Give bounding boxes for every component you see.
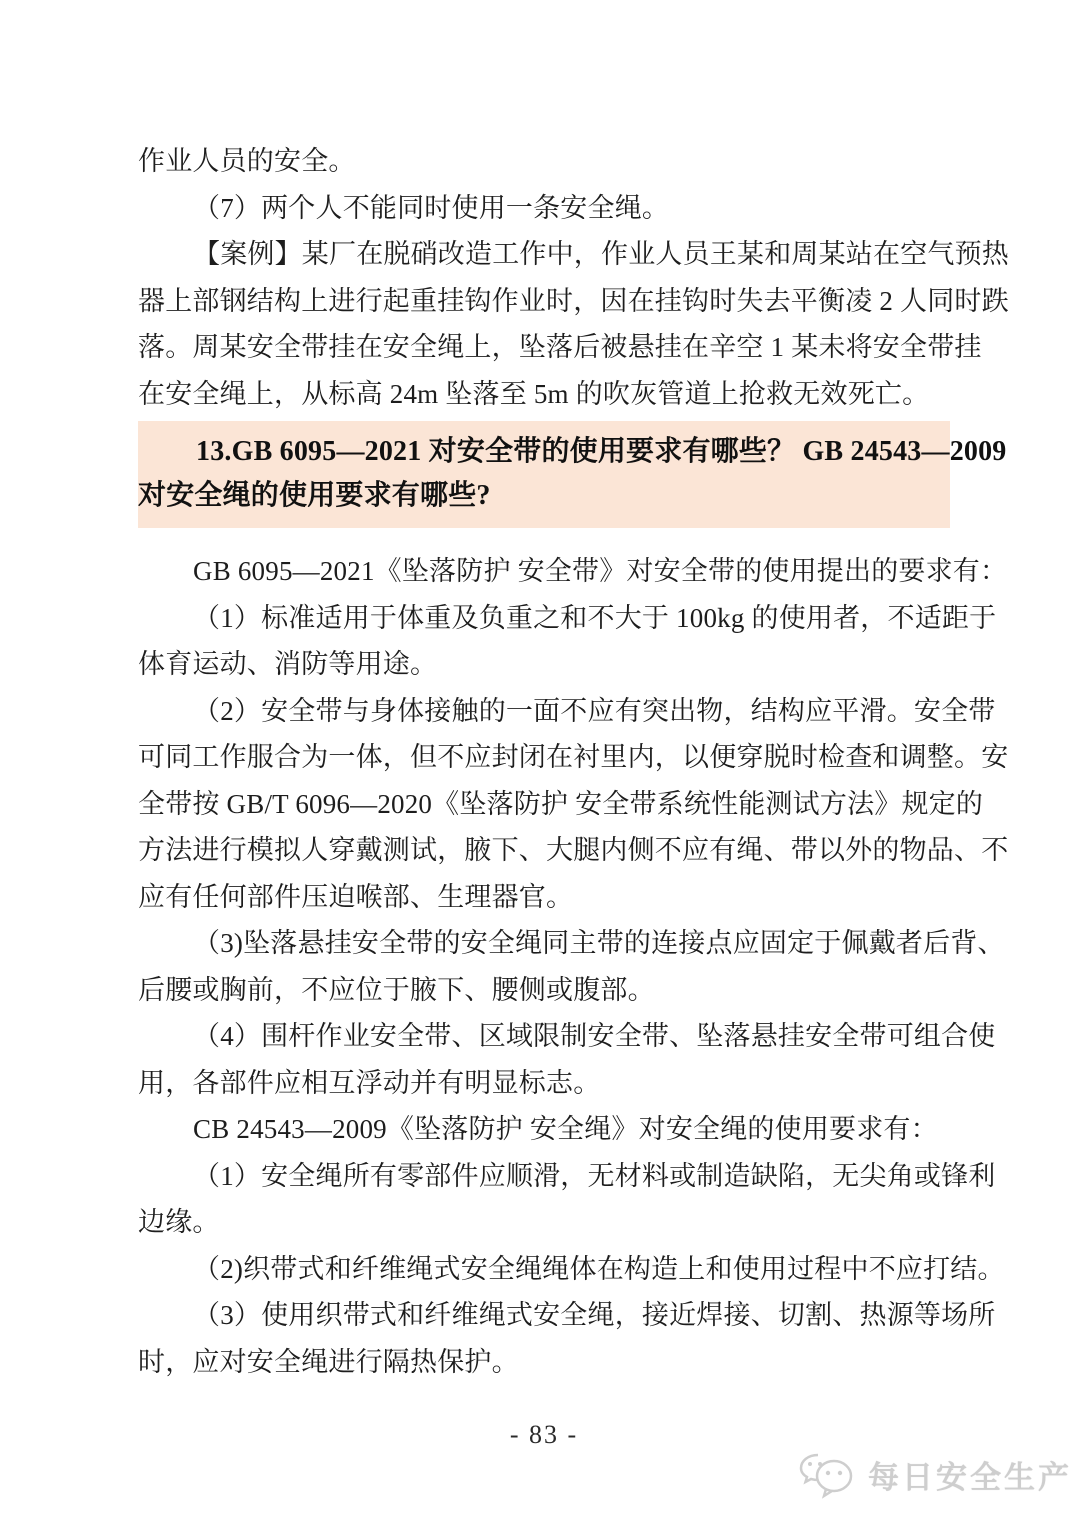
text-line: 可同工作服合为一体，但不应封闭在衬里内，以便穿脱时检查和调整。安: [138, 742, 1009, 772]
text-line: 作业人员的安全。: [138, 146, 356, 176]
section-heading-line: 对安全绳的使用要求有哪些?: [138, 480, 491, 511]
text-line: （2)织带式和纤维绳式安全绳绳体在构造上和使用过程中不应打结。: [193, 1253, 1005, 1284]
text-line: 时，应对安全绳进行隔热保护。: [138, 1346, 519, 1377]
text-line: 全带按 GB/T 6096—2020《坠落防护 安全带系统性能测试方法》规定的: [138, 788, 984, 819]
text-line: CB 24543—2009《坠落防护 安全绳》对安全绳的使用要求有：: [193, 1114, 938, 1144]
text-line: 应有任何部件压迫喉部、生理器官。: [138, 881, 574, 912]
text-line: （3）使用织带式和纤维绳式安全绳，接近焊接、切割、热源等场所: [193, 1300, 996, 1330]
page-number: - 83 -: [509, 1420, 579, 1449]
text-line: 边缘。: [138, 1207, 220, 1237]
section-heading: [138, 421, 1007, 528]
text-line: 落。周某安全带挂在安全绳上，坠落后被悬挂在辛空 1 某未将安全带挂: [138, 332, 982, 362]
text-line: （4）围杆作业安全带、区域限制安全带、坠落悬挂安全带可组合使: [193, 1021, 996, 1051]
text-line: GB 6095—2021《坠落防护 安全带》对安全带的使用提出的要求有：: [193, 556, 1008, 586]
wechat-icon: [796, 1448, 860, 1500]
text-line: 【案例】某厂在脱硝改造工作中，作业人员王某和周某站在空气预热: [193, 239, 1009, 269]
text-line: （2）安全带与身体接触的一面不应有突出物，结构应平滑。安全带: [193, 695, 996, 726]
text-line: 在安全绳上，从标高 24m 坠落至 5m 的吹灰管道上抢救无效死亡。: [138, 378, 930, 409]
text-line: 方法进行模拟人穿戴测试，腋下、大腿内侧不应有绳、带以外的物品、不: [138, 835, 1009, 865]
text-column: [138, 138, 1009, 1385]
text-line: 体育运动、消防等用途。: [138, 649, 438, 679]
text-line: 后腰或胸前，不应位于腋下、腰侧或腹部。: [138, 974, 655, 1005]
text-line: （1）安全绳所有零部件应顺滑，无材料或制造缺陷，无尖角或锋利: [193, 1160, 996, 1191]
watermark: [796, 1448, 1072, 1500]
section-heading-line: 13.GB 6095—2021 对安全带的使用要求有哪些？ GB 24543—2009: [196, 436, 1007, 467]
text-line: 用，各部件应相互浮动并有明显标志。: [138, 1067, 601, 1098]
text-line: 器上部钢结构上进行起重挂钩作业时，因在挂钩时失去平衡凌 2 人同时跌: [138, 285, 1009, 316]
text-line: （3)坠落悬挂安全带的安全绳同主带的连接点应固定于佩戴者后背、: [193, 928, 1005, 958]
watermark-label: 每日安全生产: [868, 1459, 1072, 1495]
text-line: （1）标准适用于体重及负重之和不大于 100kg 的使用者，不适距于: [193, 602, 997, 633]
text-line: （7）两个人不能同时使用一条安全绳。: [193, 192, 670, 223]
